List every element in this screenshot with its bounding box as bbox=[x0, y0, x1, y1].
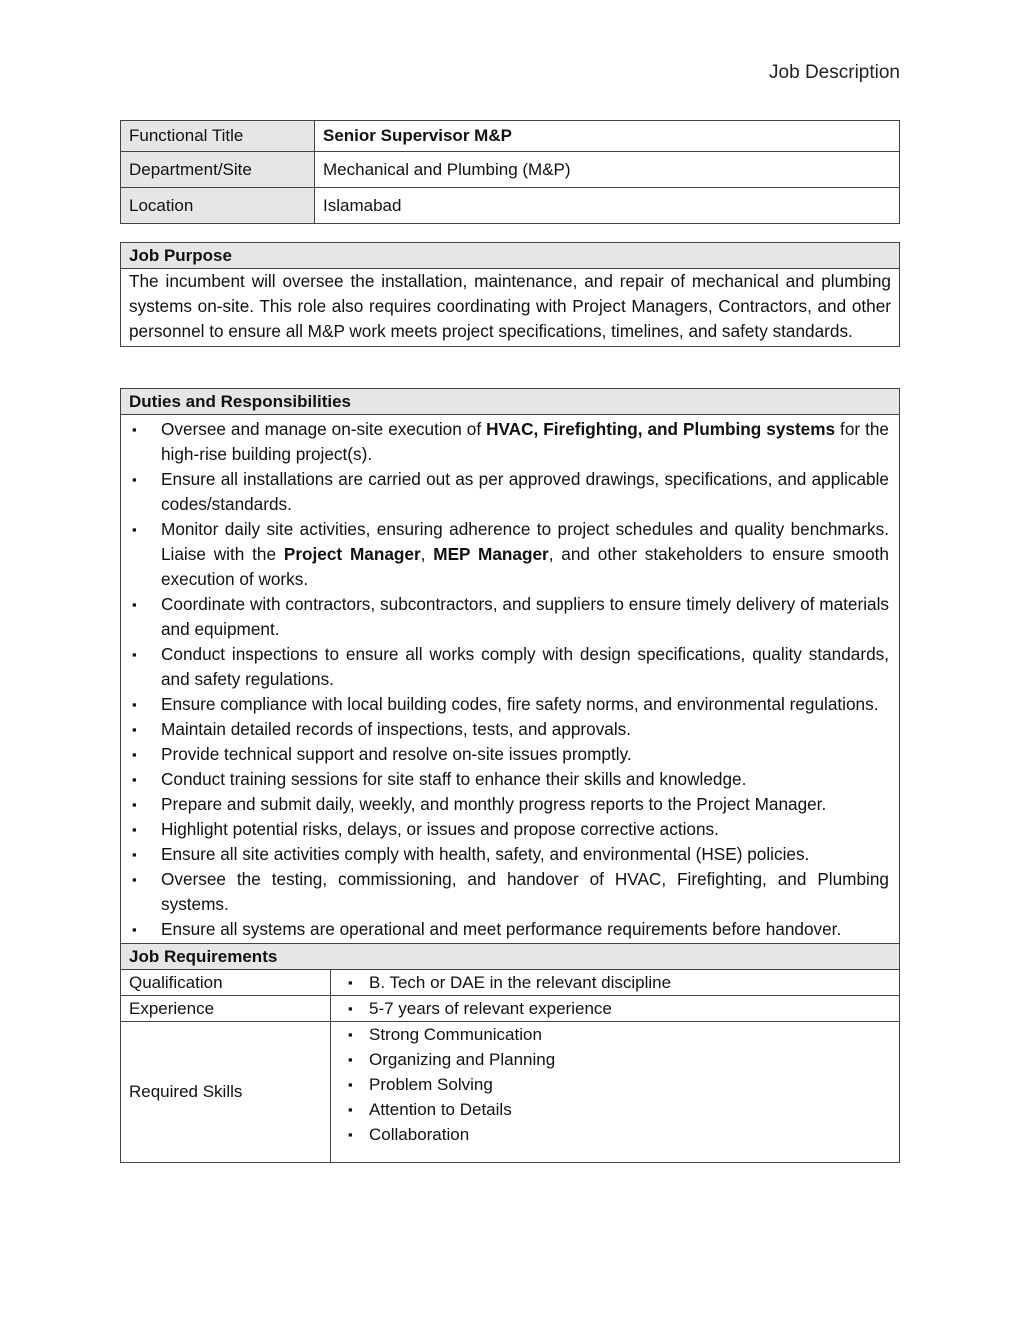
table-row bbox=[121, 996, 900, 1022]
duty-text: Oversee and manage on-site execution of bbox=[161, 419, 487, 439]
duty-text: Maintain detailed records of inspections, tests, and approvals. bbox=[161, 719, 632, 739]
skill-text: Strong Communication bbox=[369, 1025, 542, 1044]
duty-item bbox=[130, 792, 889, 817]
department-value: Mechanical and Plumbing (M&P) bbox=[315, 152, 900, 188]
duty-item bbox=[130, 717, 889, 742]
duties-heading: Duties and Responsibilities bbox=[121, 389, 900, 415]
skill-text: Problem Solving bbox=[369, 1075, 493, 1094]
bullet-icon: ▪ bbox=[132, 772, 137, 787]
duty-item bbox=[130, 467, 889, 517]
bullet-icon: ▪ bbox=[132, 597, 137, 612]
duty-text: Conduct training sessions for site staff to enhance their skills and knowledge. bbox=[161, 769, 747, 789]
duties-list bbox=[122, 416, 898, 942]
requirements-heading: Job Requirements bbox=[121, 944, 900, 970]
bullet-icon: ▪ bbox=[132, 747, 137, 762]
duty-item bbox=[130, 917, 889, 942]
bullet-icon: ▪ bbox=[132, 872, 137, 887]
duty-text: Ensure compliance with local building codes, fire safety norms, and environmental regulations. bbox=[161, 694, 879, 714]
duty-text: Project Manager bbox=[283, 544, 421, 564]
bullet-icon: ▪ bbox=[132, 922, 137, 937]
duty-text: for the high-rise building project(s). bbox=[161, 419, 889, 464]
table-row bbox=[121, 121, 900, 152]
duty-item bbox=[130, 842, 889, 867]
department-label: Department/Site bbox=[121, 152, 315, 188]
duty-text: Monitor daily site activities, ensuring adherence to project schedules and quality benchmarks. Liaise with the bbox=[161, 519, 889, 564]
table-row bbox=[121, 1022, 900, 1163]
skill-text: Attention to Details bbox=[369, 1100, 512, 1119]
duty-item bbox=[130, 592, 889, 642]
location-label: Location bbox=[121, 188, 315, 224]
functional-title-label: Functional Title bbox=[121, 121, 315, 152]
qualification-label: Qualification bbox=[121, 970, 331, 996]
duty-text: Provide technical support and resolve on-site issues promptly. bbox=[161, 744, 632, 764]
list-item bbox=[339, 970, 891, 995]
duty-item bbox=[130, 417, 889, 467]
skill-item bbox=[339, 1097, 891, 1122]
duty-text: Highlight potential risks, delays, or issues and propose corrective actions. bbox=[161, 819, 719, 839]
duty-text: Coordinate with contractors, subcontractors, and suppliers to ensure timely delivery of materials and equipment. bbox=[161, 594, 889, 639]
duty-item bbox=[130, 867, 889, 917]
duty-text: Ensure all site activities comply with health, safety, and environmental (HSE) policies. bbox=[161, 844, 810, 864]
bullet-icon: ▪ bbox=[132, 822, 137, 837]
skill-item bbox=[339, 1072, 891, 1097]
duties-requirements-table bbox=[120, 388, 900, 970]
skill-item bbox=[339, 1122, 891, 1147]
bullet-icon: ▪ bbox=[348, 1077, 353, 1092]
skills-label: Required Skills bbox=[121, 1022, 331, 1163]
duty-text: Conduct inspections to ensure all works comply with design specifications, quality standards, and safety regulations. bbox=[161, 644, 889, 689]
bullet-icon: ▪ bbox=[132, 697, 137, 712]
duty-item bbox=[130, 692, 889, 717]
bullet-icon: ▪ bbox=[348, 1027, 353, 1042]
duty-item bbox=[130, 767, 889, 792]
bullet-icon: ▪ bbox=[132, 722, 137, 737]
job-purpose-heading: Job Purpose bbox=[121, 243, 900, 269]
location-value: Islamabad bbox=[315, 188, 900, 224]
duty-item bbox=[130, 817, 889, 842]
duty-text: Ensure all systems are operational and meet performance requirements before handover. bbox=[161, 919, 842, 939]
bullet-icon: ▪ bbox=[348, 1052, 353, 1067]
job-purpose-table bbox=[120, 242, 900, 347]
bullet-icon: ▪ bbox=[132, 422, 137, 437]
bullet-icon: ▪ bbox=[132, 522, 137, 537]
skills-list bbox=[339, 1022, 891, 1147]
bullet-icon: ▪ bbox=[348, 975, 353, 990]
skill-text: Collaboration bbox=[369, 1125, 470, 1144]
table-row bbox=[121, 188, 900, 224]
experience-value: 5-7 years of relevant experience bbox=[369, 999, 612, 1018]
job-purpose-text: The incumbent will oversee the installation, maintenance, and repair of mechanical and plumbing systems on-site. This role also requires coordinating with Project Managers, Contractors, and other personnel to ensure all M&P work meets project specifications, timelines, and safety standards. bbox=[121, 269, 900, 347]
table-row bbox=[121, 152, 900, 188]
duty-text: Oversee the testing, commissioning, and handover of HVAC, Firefighting, and Plumbing systems. bbox=[161, 869, 889, 914]
duty-text: Ensure all installations are carried out as per approved drawings, specifications, and applicable codes/standards. bbox=[161, 469, 889, 514]
duty-item bbox=[130, 517, 889, 592]
job-info-table bbox=[120, 120, 900, 224]
skill-item bbox=[339, 1047, 891, 1072]
page-title: Job Description bbox=[769, 62, 900, 83]
bullet-icon: ▪ bbox=[132, 847, 137, 862]
duty-text: , and other stakeholders to ensure smooth execution of works. bbox=[161, 544, 889, 589]
skill-item bbox=[339, 1022, 891, 1047]
requirements-table bbox=[120, 969, 900, 1163]
duty-text: Prepare and submit daily, weekly, and monthly progress reports to the Project Manager. bbox=[161, 794, 827, 814]
functional-title-value: Senior Supervisor M&P bbox=[323, 126, 512, 145]
qualification-value: B. Tech or DAE in the relevant discipline bbox=[369, 973, 672, 992]
skill-text: Organizing and Planning bbox=[369, 1050, 556, 1069]
table-row bbox=[121, 970, 900, 996]
duty-text: , bbox=[420, 544, 434, 564]
bullet-icon: ▪ bbox=[348, 1102, 353, 1117]
list-item bbox=[339, 996, 891, 1021]
bullet-icon: ▪ bbox=[348, 1001, 353, 1016]
duty-item bbox=[130, 742, 889, 767]
duty-text: MEP Manager bbox=[433, 544, 549, 564]
bullet-icon: ▪ bbox=[348, 1127, 353, 1142]
bullet-icon: ▪ bbox=[132, 472, 137, 487]
bullet-icon: ▪ bbox=[132, 797, 137, 812]
experience-label: Experience bbox=[121, 996, 331, 1022]
duty-item bbox=[130, 642, 889, 692]
bullet-icon: ▪ bbox=[132, 647, 137, 662]
duty-text: HVAC, Firefighting, and Plumbing systems bbox=[486, 419, 836, 439]
